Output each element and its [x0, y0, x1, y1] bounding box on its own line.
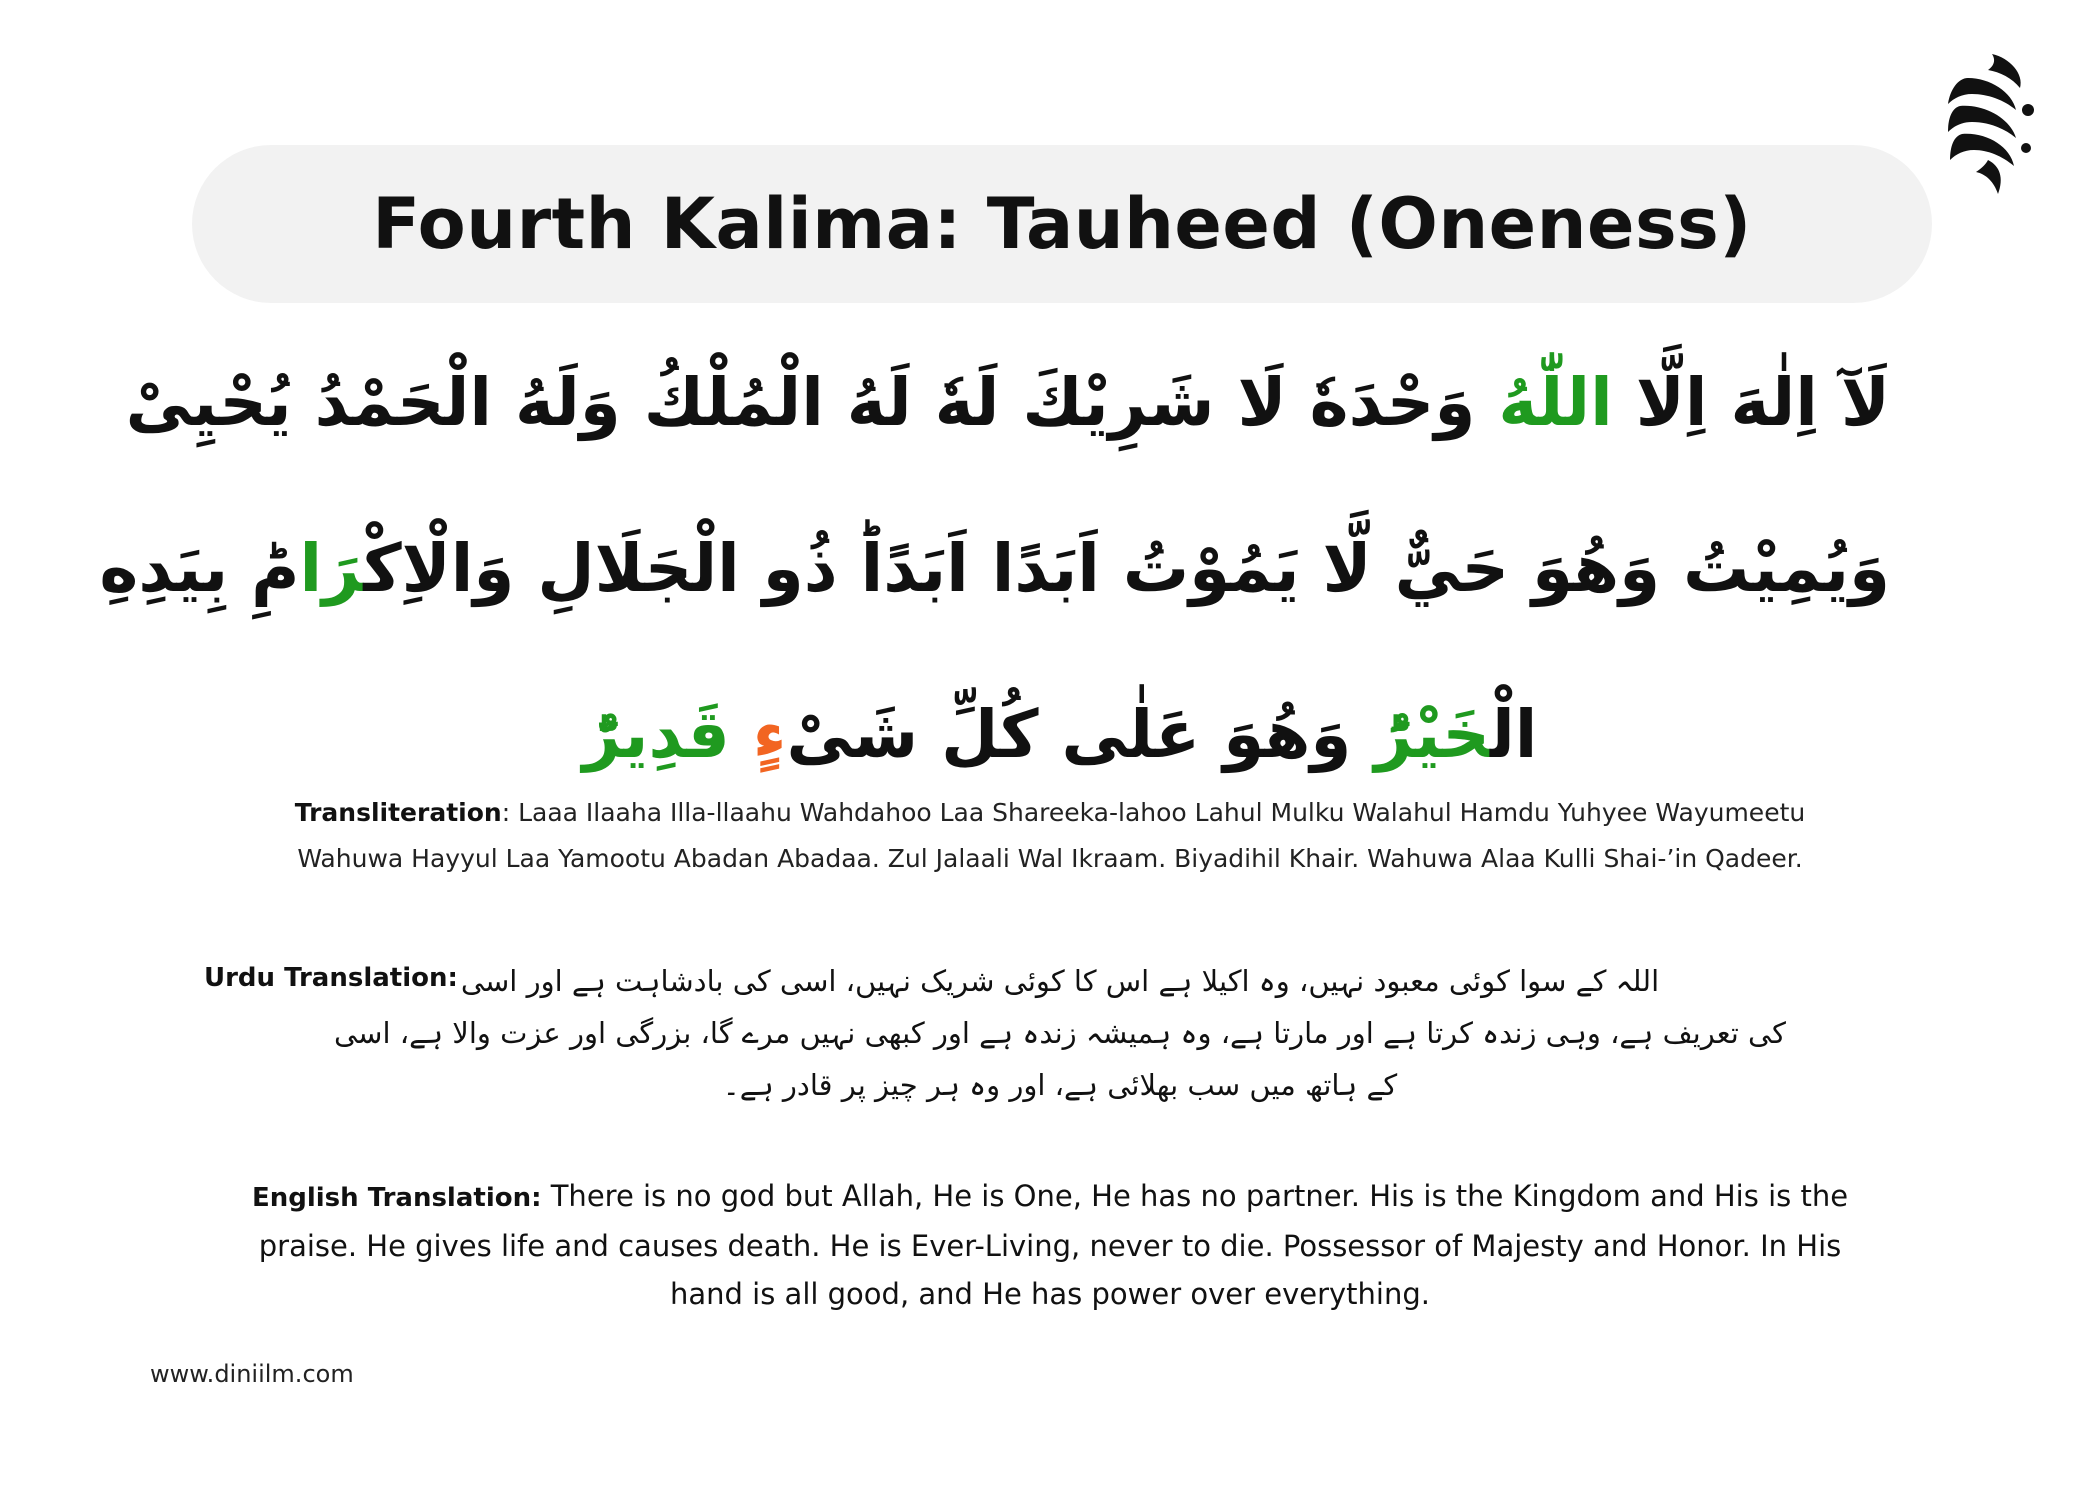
- transliteration-text: : Laaa Ilaaha Illa-llaahu Wahdahoo Laa Shareeka-lahoo Lahul Mulku Walahul Hamdu Yuhyee Wayumeetu: [501, 798, 1806, 827]
- urdu-line-3: کے ہاتھ میں سب بھلائی ہے، اور وہ ہر چیز پر قادر ہے۔: [722, 1068, 1398, 1102]
- english-translation-block: [170, 1172, 1930, 1318]
- transliteration-line-1: [170, 790, 1930, 836]
- arabic-segment: مِؕ بِيَدِهِ: [99, 530, 300, 607]
- arabic-segment: وَحْدَهٗ لَا شَرِيْكَ لَهٗ لَهُ الْمُلْكُ وَلَهُ الْحَمْدُ يُحْيِىْ: [125, 364, 1499, 441]
- english-text: There is no god but Allah, He is One, He has no partner. His is the Kingdom and His is the: [541, 1179, 1849, 1213]
- title-banner: [192, 145, 1932, 303]
- arabic-segment: الْ: [1489, 696, 1538, 773]
- arabic-line-1: [125, 320, 1890, 486]
- urdu-translation-label: Urdu Translation:: [204, 963, 458, 993]
- english-line-1: [170, 1172, 1930, 1222]
- diniilm-logo-icon: [1932, 48, 2044, 198]
- website-url: www.diniilm.com: [150, 1360, 354, 1388]
- arabic-segment: [730, 696, 753, 773]
- transliteration-line-2: Wahuwa Hayyul Laa Yamootu Abadan Abadaa. Zul Jalaali Wal Ikraam. Biyadihil Khair. Wahuwa Alaa Kulli Shai-’in Qadeer.: [297, 844, 1803, 873]
- urdu-translation-text: [250, 955, 1870, 1111]
- arabic-segment-highlight: اللّٰهُ: [1498, 364, 1613, 441]
- urdu-line-1: اللہ کے سوا کوئی معبود نہیں، وہ اکیلا ہے اس کا کوئی شریک نہیں، اسی کی بادشاہت ہے اور اسی: [460, 964, 1660, 998]
- urdu-translation-block: [190, 955, 1910, 1130]
- urdu-line-2: کی تعریف ہے، وہی زندہ کرتا ہے اور مارتا ہے، وہ ہمیشہ زندہ ہے اور کبھی نہیں مرے گا، بزرگی اور عزت والا ہے، اسی: [334, 1016, 1786, 1050]
- english-translation-label: English Translation:: [251, 1183, 542, 1213]
- arabic-segment: وَيُمِيْتُ وَهُوَ حَيٌّ لَّا يَمُوْتُ اَبَدًا اَبَدًاؕ ذُو الْجَلَالِ وَالْاِكْ: [363, 530, 1890, 607]
- transliteration-block: [170, 790, 1930, 882]
- english-line-2: praise. He gives life and causes death. He is Ever-Living, never to die. Possessor of Majesty and Honor. In His: [258, 1229, 1842, 1263]
- arabic-segment: لَآ اِلٰهَ اِلَّا: [1612, 364, 1890, 441]
- arabic-segment-highlight: قَدِيرٌ: [582, 696, 730, 773]
- arabic-segment: ؕ وَهُوَ عَلٰى كُلِّ شَىْ: [786, 696, 1375, 773]
- arabic-segment-orange: ءٍ: [752, 696, 787, 773]
- arabic-kalima-text: [99, 320, 1890, 818]
- arabic-line-2: [99, 486, 1890, 652]
- transliteration-label: Transliteration: [294, 798, 502, 827]
- arabic-segment-highlight: خَيْرُ: [1374, 696, 1490, 773]
- arabic-segment-highlight: رَا: [299, 530, 364, 607]
- page-title: Fourth Kalima: Tauheed (Oneness): [372, 183, 1752, 265]
- english-line-3: hand is all good, and He has power over everything.: [670, 1277, 1430, 1311]
